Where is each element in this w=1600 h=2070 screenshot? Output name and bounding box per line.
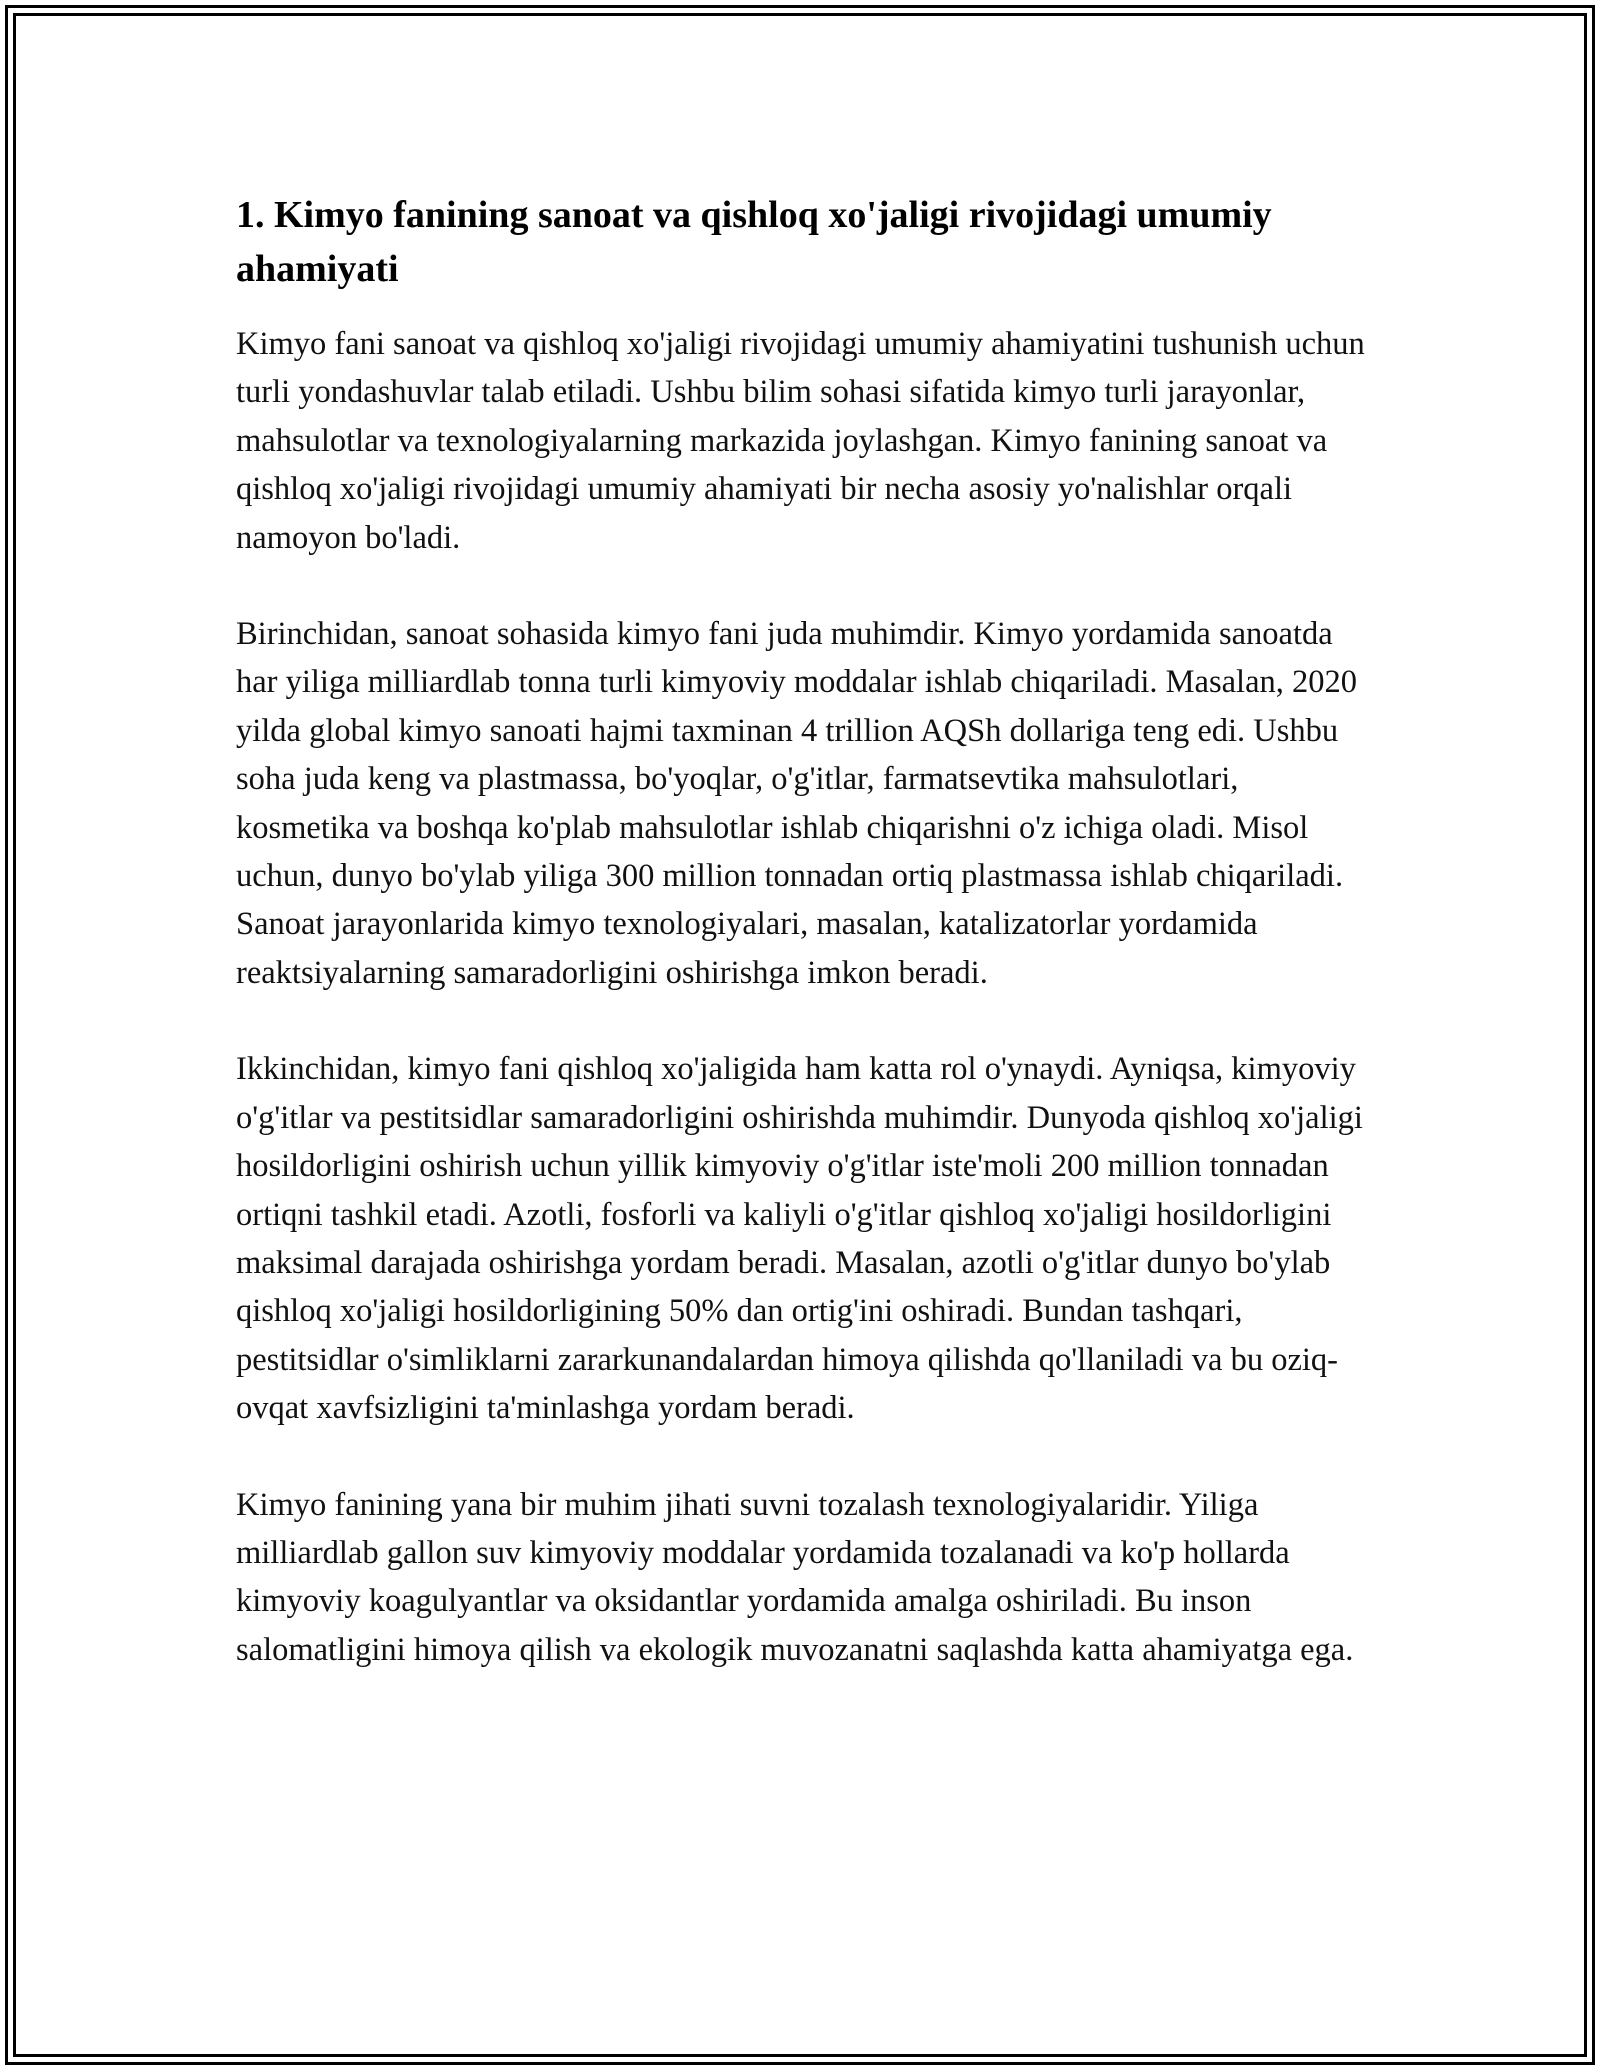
paragraph-intro: Kimyo fani sanoat va qishloq xo'jaligi rivojidagi umumiy ahamiyatini tushunish uchun turli yondashuvlar talab etiladi. Ushbu bilim sohasi sifatida kimyo turli jarayonlar, mahsulotlar va texnologiyalarning markazida joylashgan. Kimyo fanining sanoat va qishloq xo'jaligi rivojidagi umumiy ahamiyati bir necha asosiy yo'nalishlar orqali namoyon bo'ladi. [236,326,1365,556]
paragraph-agriculture: Ikkinchidan, kimyo fani qishloq xo'jaligida ham katta rol o'ynaydi. Ayniqsa, kimyoviy o'g'itlar va pestitsidlar samaradorligini oshirishda muhimdir. Dunyoda qishloq xo'jaligi hosildorligini oshirish uchun yillik kimyoviy o'g'itlar iste'moli 200 million tonnadan ortiqni tashkil etadi. Azotli, fosforli va kaliyli o'g'itlar qishloq xo'jaligi hosildorligini maksimal darajada oshirishga yordam beradi. Masalan, azotli o'g'itlar dunyo bo'ylab qishloq xo'jaligi hosildorligining 50% dan ortig'ini oshiradi. Bundan tashqari, pestitsidlar o'simliklarni zararkunandalardan himoya qilishda qo'llaniladi va bu oziq-ovqat xavfsizligini ta'minlashga yordam beradi. [236,1051,1363,1427]
paragraph-industry: Birinchidan, sanoat sohasida kimyo fani juda muhimdir. Kimyo yordamida sanoatda har yiliga milliardlab tonna turli kimyoviy moddalar ishlab chiqariladi. Masalan, 2020 yilda global kimyo sanoati hajmi taxminan 4 trillion AQSh dollariga teng edi. Ushbu soha juda keng va plastmassa, bo'yoqlar, o'g'itlar, farmatsevtika mahsulotlari, kosmetika va boshqa ko'plab mahsulotlar ishlab chiqarishni o'z ichiga oladi. Misol uchun, dunyo bo'ylab yiliga 300 million tonnadan ortiq plastmassa ishlab chiqariladi. Sanoat jarayonlarida kimyo texnologiyalari, masalan, katalizatorlar yordamida reaktsiyalarning samaradorligini oshirishga imkon beradi. [236,616,1357,991]
document-body [236,188,1366,1722]
section-heading: 1. Kimyo fanining sanoat va qishloq xo'jaligi rivojidagi umumiy ahamiyati [236,194,1272,290]
paragraph-water-treatment: Kimyo fanining yana bir muhim jihati suvni tozalash texnologiyalaridir. Yiliga milliardlab gallon suv kimyoviy moddalar yordamida tozalanadi va ko'p hollarda kimyoviy koagulyantlar va oksidantlar yordamida amalga oshiriladi. Bu inson salomatligini himoya qilish va ekologik muvozanatni saqlashda katta ahamiyatga ega. [236,1486,1354,1668]
